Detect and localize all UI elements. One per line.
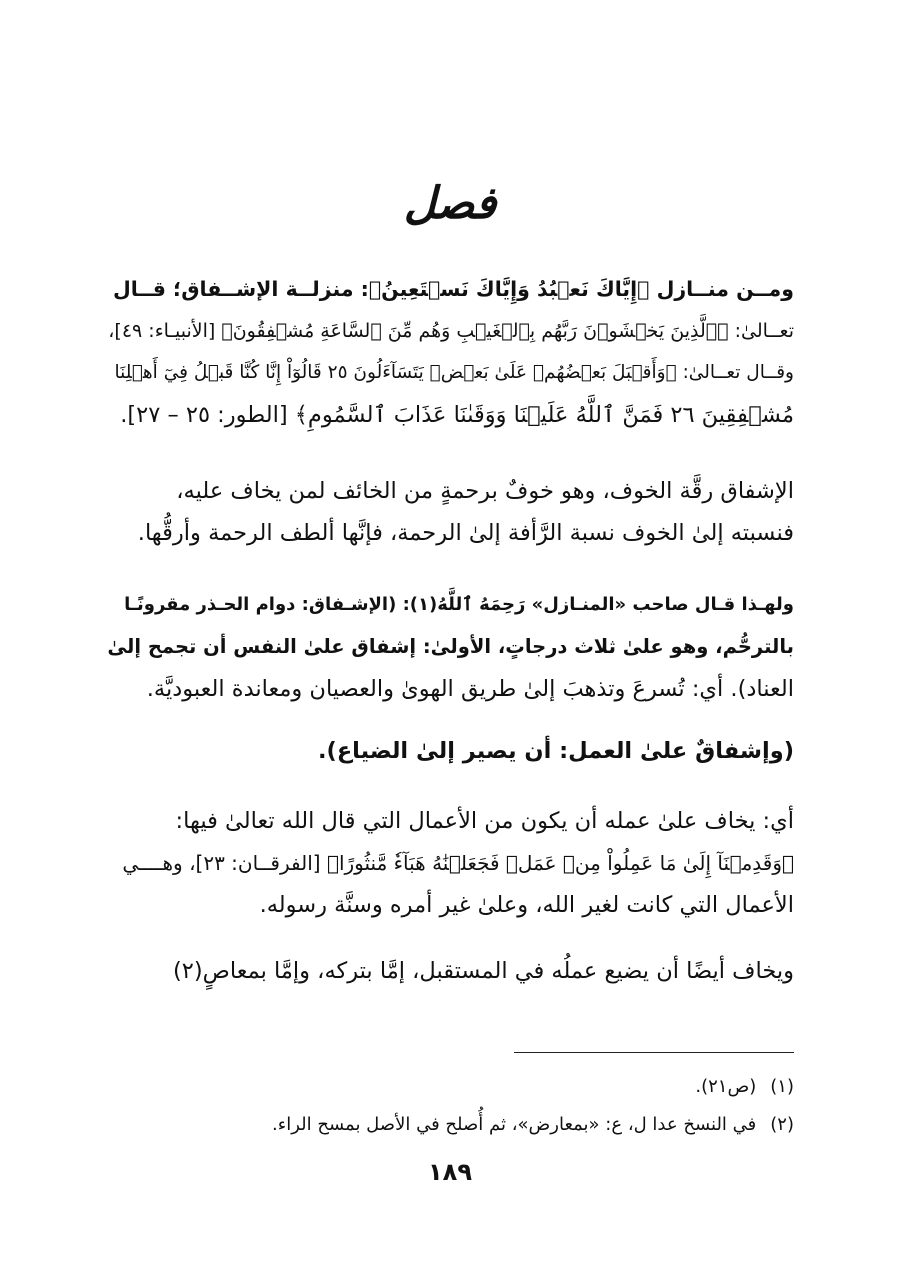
paragraph-6 [108,950,794,992]
text-line: الإشفاق رقَّة الخوف، وهو خوفٌ برحمةٍ من الخائف لمن يخاف عليه، [176,478,794,504]
paragraph-4 [108,730,794,772]
text-line: ومــن منــازل ﴿إِيَّاكَ نَعۡبُدُ وَإِيَّاكَ نَسۡتَعِينُ﴾: منزلــة الإشــفاق؛ قــال [112,277,794,301]
footnote-text: في النسخ عدا ل، ع: «بمعارض»، ثم أُصلح في الأصل بمسح الراء. [272,1114,757,1135]
footnote-2 [108,1106,794,1144]
text-line: ويخاف أيضًا أن يضيع عملُه في المستقبل، إمَّا بتركه، وإمَّا بمعاصٍ(٢) [173,958,794,984]
text-line: تعــالىٰ: ﴿ٱلَّذِينَ يَخۡشَوۡنَ رَبَّهُم بِٱلۡغَيۡبِ وَهُم مِّنَ ٱلسَّاعَةِ مُشۡفِقُونَ﴾ [الأنبيـاء: ٤٩]، [108,320,794,342]
footnote-number: (٢) [770,1114,794,1135]
text-line: العناد). أي: تُسرعَ وتذهبَ إلىٰ طريق الهوىٰ والعصيان ومعاندة العبوديَّة. [146,676,794,702]
text-line: مُشۡفِقِينَ ٢٦ فَمَنَّ ٱللَّهُ عَلَيۡنَا وَوَقَىٰنَا عَذَابَ ٱلسَّمُومِ﴾ [الطور: ٢٥ – ٢٧]. [120,402,794,428]
footnote-separator [514,1052,794,1053]
paragraph-2 [108,470,794,554]
page-number: ١٨٩ [428,1158,472,1186]
footnote-number: (١) [770,1076,794,1097]
text-line: فنسبته إلىٰ الخوف نسبة الرَّأفة إلىٰ الرحمة، فإنَّها ألطف الرحمة وأرقُّها. [137,520,794,546]
text-line: وقــال تعــالىٰ: ﴿وَأَقۡبَلَ بَعۡضُهُمۡ عَلَىٰ بَعۡضٖ يَتَسَآءَلُونَ ٢٥ قَالُوٓاْ إِنَّا كُنَّا قَبۡلُ فِيٓ أَهۡلِنَا [114,362,794,383]
text-line: ولهـذا قـال صاحب «المنـازل» رَحِمَهُ ٱللَّهُ(١): (الإشـفاق: دوام الحـذر مقرونًـا [124,594,794,615]
text-line: (وإشفاقٌ علىٰ العمل: أن يصير إلىٰ الضياع). [317,738,794,764]
text-line: ﴿وَقَدِمۡنَآ إِلَىٰ مَا عَمِلُواْ مِنۡ عَمَلٖ فَجَعَلۡنَٰهُ هَبَآءٗ مَّنثُورًا﴾ [الفرقــان: ٢٣]، وهــــي [122,851,794,875]
footnotes [108,1068,794,1144]
text-line: بالترحُّم، وهو علىٰ ثلاث درجاتٍ، الأولىٰ: إشفاق علىٰ النفس أن تجمح إلىٰ [107,635,794,658]
text-line: أي: يخاف علىٰ عمله أن يكون من الأعمال التي قال الله تعالىٰ فيها: [175,808,794,834]
paragraph-1 [108,268,794,436]
paragraph-3 [108,584,794,710]
text-line: الأعمال التي كانت لغير الله، وعلىٰ غير أمره وسنَّة رسوله. [259,892,794,918]
paragraph-5 [108,800,794,926]
section-heading: فصل [403,178,497,229]
footnote-1 [108,1068,794,1106]
footnote-text: (ص٢١). [695,1076,757,1097]
